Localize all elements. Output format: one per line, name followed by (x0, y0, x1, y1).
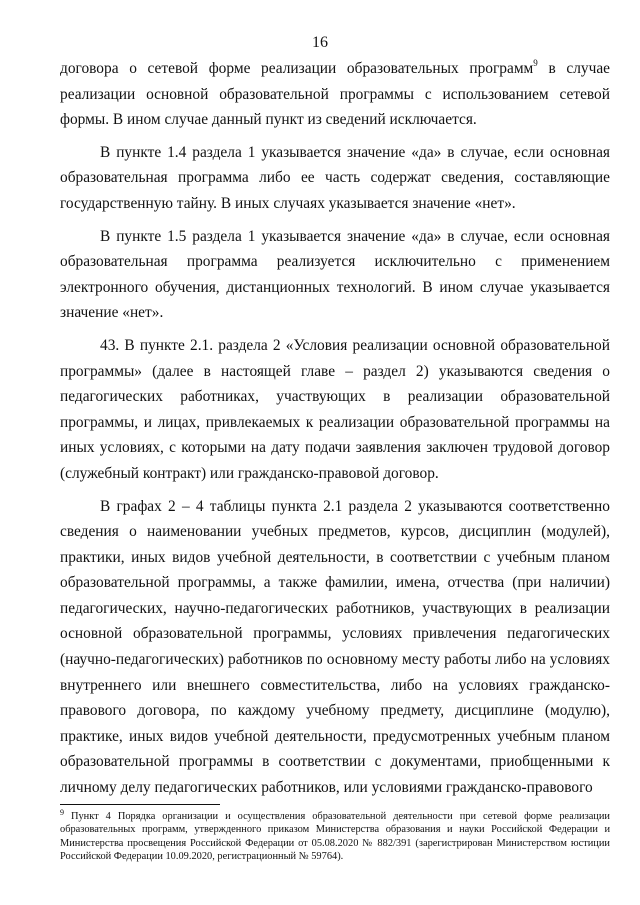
paragraph-5: В графах 2 – 4 таблицы пункта 2.1 раздела 2 указываются соответственно сведения о наименовании учебных предметов, курсов, дисциплин (модулей), практики, иных видов учебной деятельности, в соответствии с учебным планом образовательной программы, а также фамилии, имена, отчества (при наличии) педагогических, научно-педагогических работников, участвующих в реализации основной образовательной программы, условиях привлечения педагогических (научно-педагогических) работников по основному месту работы либо на условиях внутреннего или внешнего совместительства, либо на условиях гражданско-правового договора, по каждому учебному предмету, дисциплине (модулю), практике, иных видов учебной деятельности, предусмотренных учебным планом образовательной программы в соответствии с документами, приобщенными к личному делу педагогических работников, или условиями гражданско-правового (60, 497, 610, 797)
footnote (60, 810, 610, 864)
footnote-reference[interactable]: 9 (533, 58, 538, 68)
paragraph-1-text-continued: в случае реализации основной образовательной программы с использованием сетевой формы. В ином случае данный пункт из сведений исключается. (60, 60, 610, 129)
paragraph-3: В пункте 1.5 раздела 1 указывается значение «да» в случае, если основная образовательная программа реализуется исключительно с применением электронного обучения, дистанционных технологий. В ином случае указывается значение «нет». (60, 227, 610, 322)
paragraph-1-text: договора о сетевой форме реализации образовательных программ (60, 60, 534, 77)
paragraph-4: 43. В пункте 2.1. раздела 2 «Условия реализации основной образовательной программы» (далее в настоящей главе – раздел 2) указываются сведения о педагогических работниках, участвующих в реализации образовательной программы, и лицах, привлекаемых к реализации образовательной программы на иных условиях, с которыми на дату подачи заявления заключен трудовой договор (служебный контракт) или гражданско-правовой договор. (60, 336, 610, 482)
body-text (60, 56, 610, 801)
footnote-divider (60, 804, 220, 805)
footnote-text: Пункт 4 Порядка организации и осуществления образовательной деятельности при сетевой форме реализации образовательных программ, утвержденного приказом Министерства образования и науки Российской Федерации и Министерства просвещения Российской Федерации от 05.08.2020 № 882/391 (зарегистрирован Министерством юстиции Российской Федерации 10.09.2020, регистрационный № 59764). (60, 811, 610, 863)
page-number: 16 (312, 34, 328, 51)
paragraph-1 (60, 56, 610, 133)
paragraph-2: В пункте 1.4 раздела 1 указывается значение «да» в случае, если основная образовательная программа либо ее часть содержат сведения, составляющие государственную тайну. В иных случаях указывается значение «нет». (60, 143, 610, 212)
footnote-marker: 9 (60, 808, 64, 817)
